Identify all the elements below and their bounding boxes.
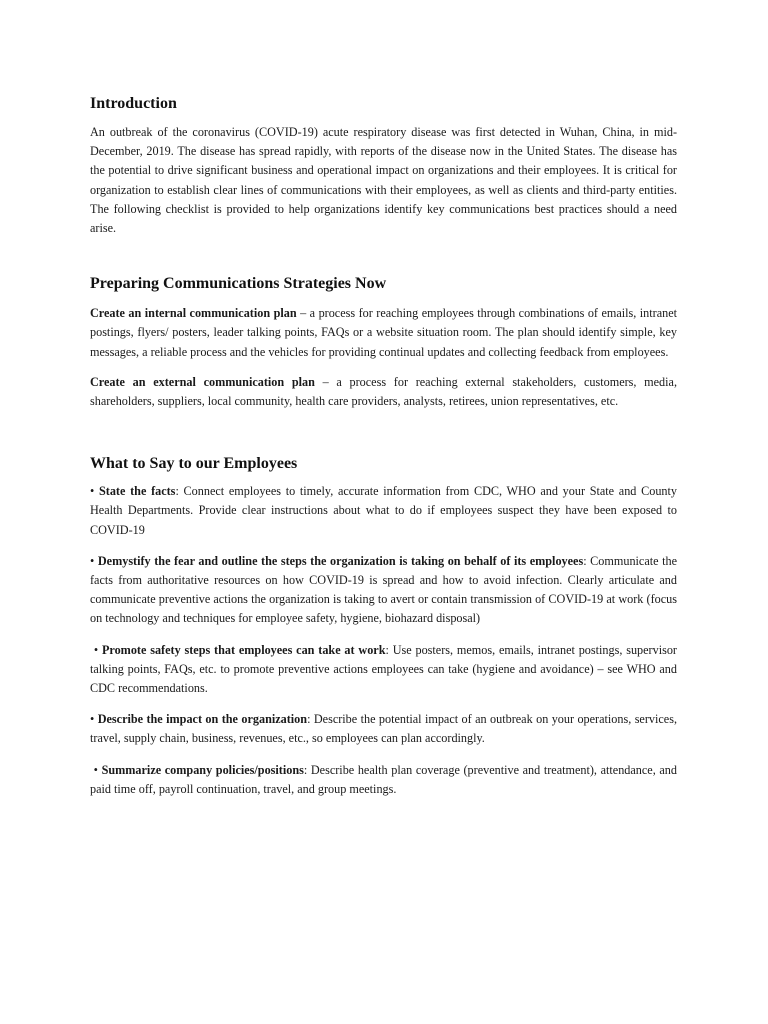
bullet-title: Summarize company policies/positions [101, 762, 304, 777]
introduction-paragraph: An outbreak of the coronavirus (COVID-19) acute respiratory disease was first detected in Wuhan, China, in mid-December, 2019. The disease has spread rapidly, with reports of the disease now in the United States. The disease has the potential to drive significant business and operational impact on organizations and their employees. It is critical for organization to establish clear lines of communications with their employees, as well as clients and third-party entities. The following checklist is provided to help organizations identify key communications best practices should a need arise. [90, 125, 677, 236]
external-plan-text: – a process for reaching external stakeholders, customers, media, shareholders, suppliers, local community, health care providers, analysts, retirees, union representatives, etc. [90, 374, 677, 409]
bullet-text: : Connect employees to timely, accurate information from CDC, WHO and your State and County Health Departments. Provide clear instructions about what to do if employees suspect they have been exposed to COVID-19 [90, 484, 677, 537]
bullet-text: : Describe the potential impact of an outbreak on your operations, services, travel, supply chain, business, revenues, etc., so employees can plan accordingly. [90, 712, 677, 746]
bullet-title: Promote safety steps that employees can take at work [101, 642, 386, 657]
bullet-promote-safety [90, 641, 677, 699]
internal-plan-title: Create an internal communication plan [90, 306, 297, 321]
bullet-glyph: • [90, 712, 95, 727]
bullet-title: State the facts [99, 484, 176, 499]
external-plan-paragraph [90, 373, 677, 411]
bullet-glyph: • [90, 484, 95, 499]
bullet-text: : Describe health plan coverage (preventive and treatment), attendance, and paid time off, payroll continuation, travel, and group meetings. [90, 762, 677, 796]
internal-plan-paragraph [90, 304, 677, 362]
internal-plan-text: – a process for reaching employees through combinations of emails, intranet postings, flyers/ posters, leader talking points, FAQs or a website situation room. The plan should identify simple, key messages, a reliable process and the vehicles for providing continual updates and collecting feedback from employees. [90, 306, 677, 359]
bullet-glyph: • [93, 762, 98, 777]
bullet-text: : Communicate the facts from authoritative resources on how COVID-19 is spread and how to avoid infection. Clearly articulate and communicate preventive actions the organization is taking to avert or contain transmission of COVID-19 at work (focus on technology and techniques for employee safety, hygiene, biohazard disposal) [90, 553, 677, 626]
bullet-summarize-policies [90, 761, 677, 799]
bullet-title: Describe the impact on the organization [97, 712, 308, 727]
bullet-state-facts [90, 482, 677, 540]
bullet-glyph: • [90, 553, 95, 568]
external-plan-title: Create an external communication plan [90, 374, 315, 389]
bullet-title: Demystify the fear and outline the steps the organization is taking on behalf of its employees [97, 553, 584, 568]
bullet-glyph: • [93, 642, 99, 657]
bullet-describe-impact [90, 710, 677, 748]
bullet-text: : Use posters, memos, emails, intranet postings, supervisor talking points, FAQs, etc. to promote preventive actions employees can take (hygiene and avoidance) – see WHO and CDC recommendations. [90, 642, 677, 696]
introduction-heading: Introduction [90, 95, 177, 112]
employees-heading: What to Say to our Employees [90, 455, 298, 473]
bullet-demystify-fear [90, 552, 677, 629]
strategies-heading: Preparing Communications Strategies Now [90, 275, 387, 293]
